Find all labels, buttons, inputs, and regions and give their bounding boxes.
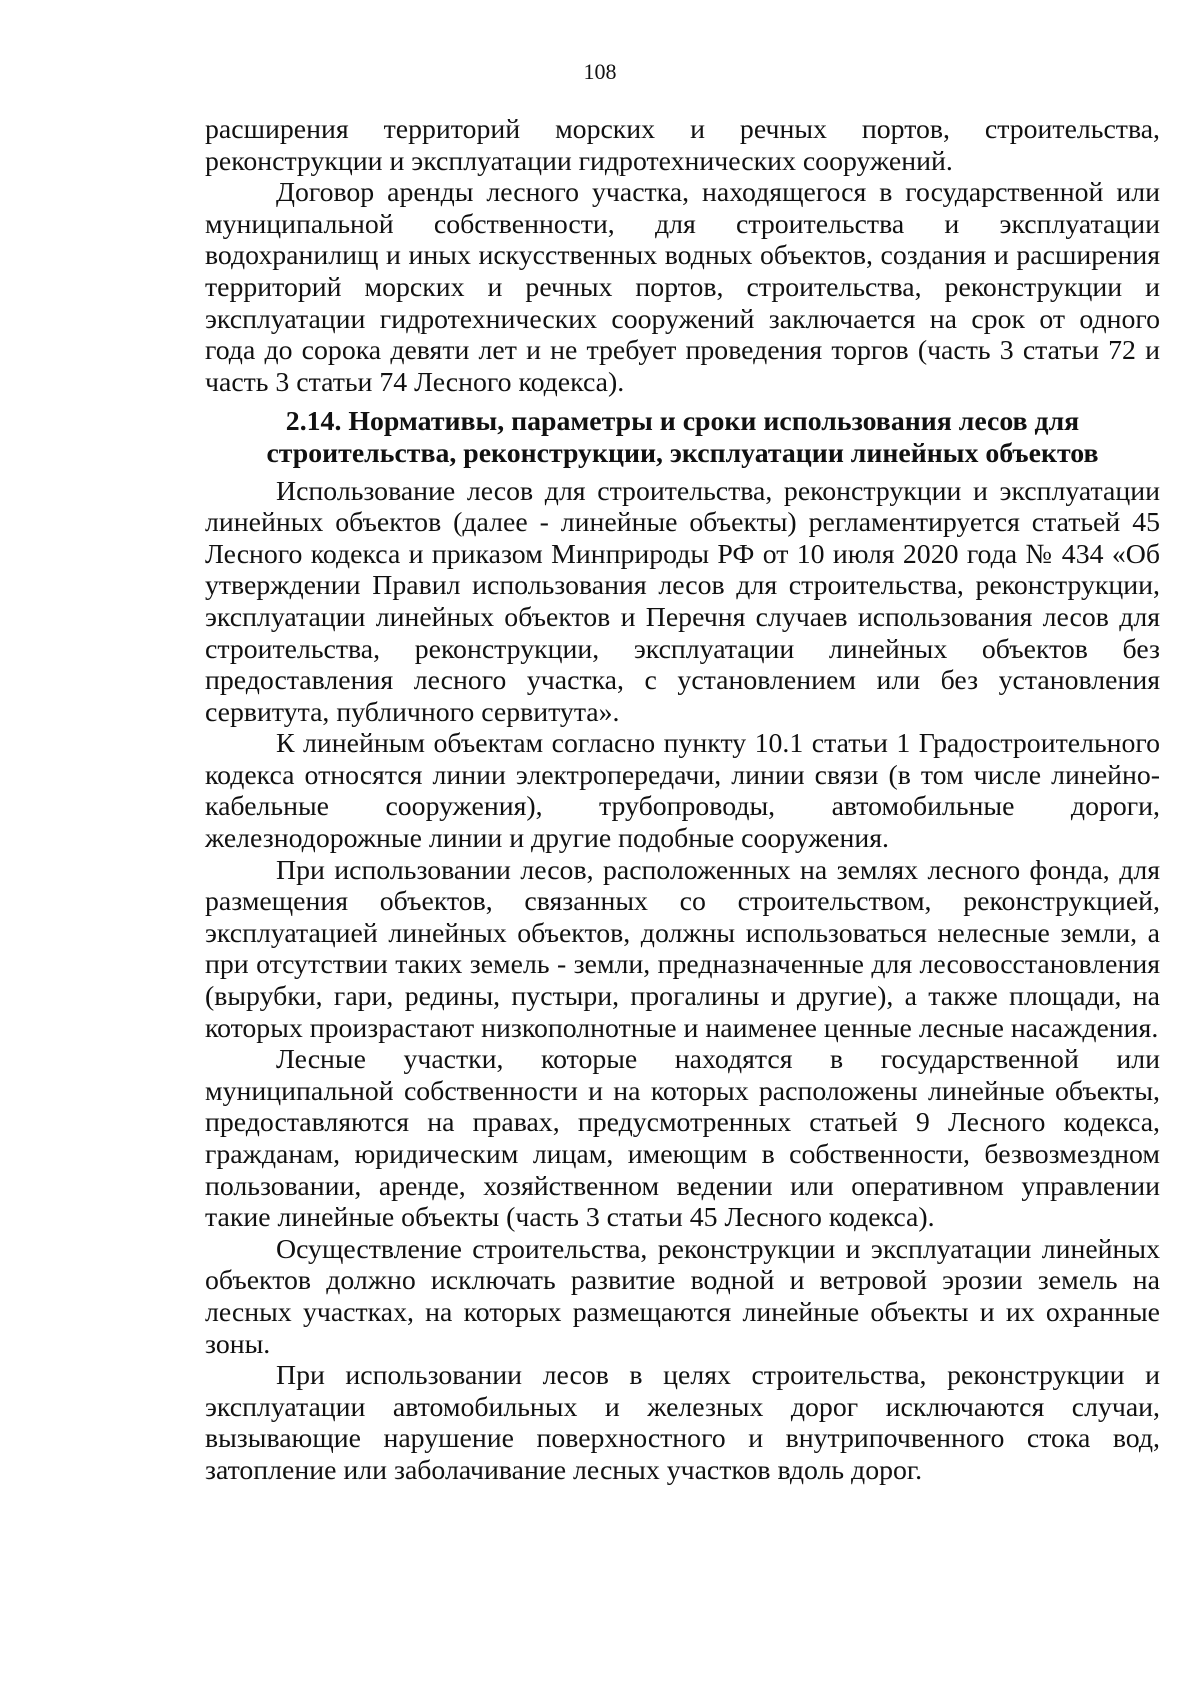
section-heading <box>205 406 1160 469</box>
page-body <box>205 114 1160 1487</box>
paragraph-erosion-prevention: Осуществление строительства, реконструкции и эксплуатации линейных объектов должно исключать развитие водной и ветровой эрозии земель на лесных участках, на которых размещаются линейные объекты и их охранные зоны. <box>205 1233 1160 1360</box>
paragraph-linear-objects-definition: К линейным объектам согласно пункту 10.1 статьи 1 Градостроительного кодекса относятся линии электропередачи, линии связи (в том числе линейно-кабельные сооружения), трубопроводы, автомобильные дороги, железнодорожные линии и другие подобные сооружения. <box>205 728 1160 855</box>
paragraph-roads-water-flow: При использовании лесов в целях строительства, реконструкции и эксплуатации автомобильных и железных дорог исключаются случаи, вызывающие нарушение поверхностного и внутрипочвенного стока вод, затопление или заболачивание лесных участков вдоль дорог. <box>205 1360 1160 1486</box>
paragraph-forest-use: Использование лесов для строительства, реконструкции и эксплуатации линейных объектов (далее - линейные объекты) регламентируется статьей 45 Лесного кодекса и приказом Минприроды РФ от 10 июля 2020 года № 434 «Об утверждении Правил использования лесов для строительства, реконструкции, эксплуатации линейных объектов и Перечня случаев использования лесов для строительства, реконструкции, эксплуатации линейных объектов без предоставления лесного участка, с установлением или без установления сервитута, публичного сервитута». <box>205 475 1160 728</box>
paragraph-lease-agreement: Договор аренды лесного участка, находящегося в государственной или муниципальной собственности, для строительства и эксплуатации водохранилищ и иных искусственных водных объектов, создания и расширения территорий морских и речных портов, строительства, реконструкции и эксплуатации гидротехнических сооружений заключается на срок от одного года до сорока девяти лет и не требует проведения торгов (часть 3 статьи 72 и часть 3 статьи 74 Лесного кодекса). <box>205 177 1160 398</box>
section-heading-line-2: строительства, реконструкции, эксплуатации линейных объектов <box>266 437 1099 469</box>
paragraph-forest-plots-rights: Лесные участки, которые находятся в государственной или муниципальной собственности и на которых расположены линейные объекты, предоставляются на правах, предусмотренных статьей 9 Лесного кодекса, гражданам, юридическим лицам, имеющим в собственности, безвозмездном пользовании, аренде, хозяйственном ведении или оперативном управлении такие линейные объекты (часть 3 статьи 45 Лесного кодекса). <box>205 1044 1160 1234</box>
section-heading-line-1: 2.14. Нормативы, параметры и сроки использования лесов для <box>285 406 1080 438</box>
paragraph-land-use-requirements: При использовании лесов, расположенных на землях лесного фонда, для размещения объектов, связанных со строительством, реконструкцией, эксплуатацией линейных объектов, должны использоваться нелесные земли, а при отсутствии таких земель - земли, предназначенные для лесовосстановления (вырубки, гари, редины, пустыри, прогалины и другие), а также площади, на которых произрастают низкополнотные и наименее ценные лесные насаждения. <box>205 854 1160 1044</box>
page-number: 108 <box>583 59 617 84</box>
paragraph-continuation: расширения территорий морских и речных портов, строительства, реконструкции и эксплуатации гидротехнических сооружений. <box>205 114 1160 177</box>
